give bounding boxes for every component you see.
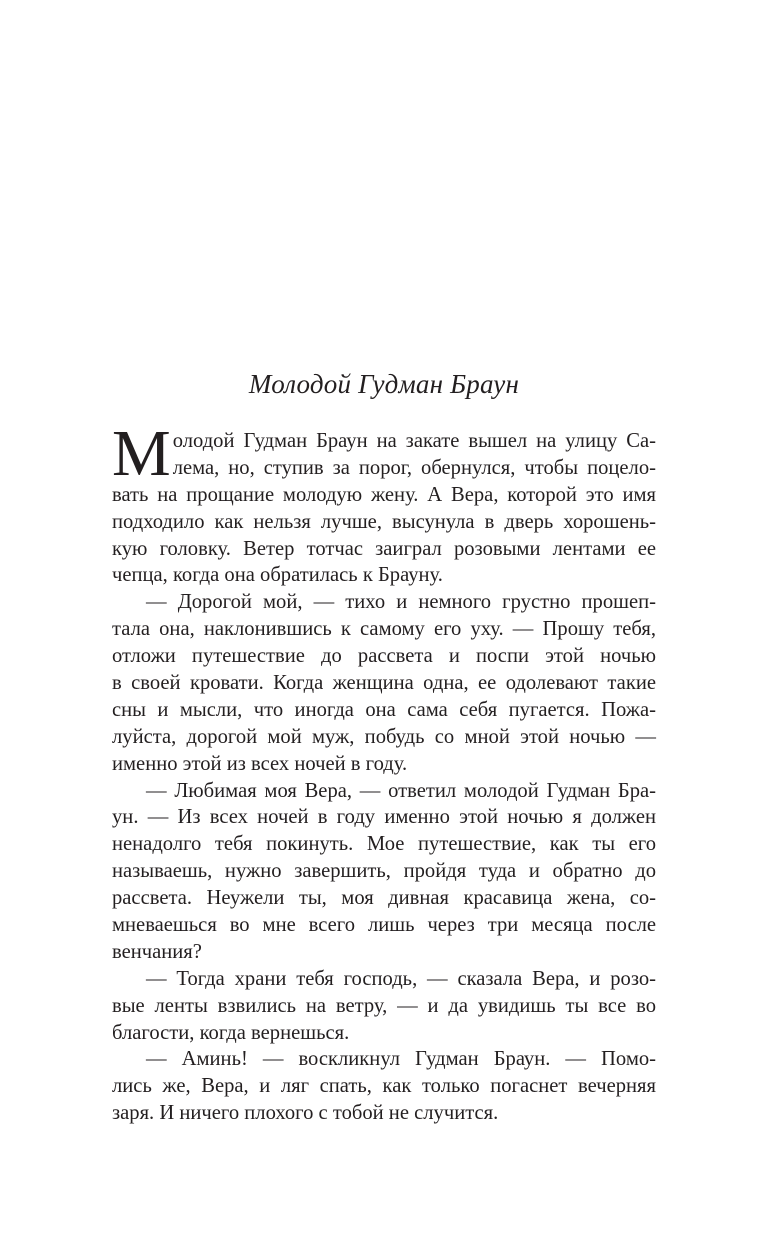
drop-cap: М [112, 417, 171, 490]
text-line: заря. И ничего плохого с тобой не случится. [112, 1102, 499, 1125]
body-text [112, 417, 656, 1127]
text-line: вые ленты взвились на ветру, — и да увидишь ты все во [112, 994, 656, 1017]
text-line: мневаешься во мне всего лишь через три месяца после [112, 914, 656, 937]
text-line: именно этой из всех ночей в году. [112, 752, 408, 775]
text-line: луйста, дорогой мой муж, побудь со мной этой ночью — [112, 725, 656, 748]
text-line: в своей кровати. Когда женщина одна, ее одолевают такие [112, 672, 656, 695]
text-line: олодой Гудман Браун на закате вышел на улицу Са- [172, 430, 656, 452]
text-line: лема, но, ступив за порог, обернулся, чтобы поцело- [172, 456, 656, 479]
text-line: рассвета. Неужели ты, моя дивная красавица жена, со- [112, 887, 656, 910]
text-line: кую головку. Ветер тотчас заиграл розовыми лентами ее [112, 537, 656, 560]
text-line: вать на прощание молодую жену. А Вера, которой это имя [112, 483, 656, 506]
text-line: — Дорогой мой, — тихо и немного грустно прошеп- [146, 591, 656, 614]
text-line: ненадолго тебя покинуть. Мое путешествие, как ты его [112, 833, 656, 856]
text-line: ун. — Из всех ночей в году именно этой ночью я должен [112, 806, 656, 829]
text-line: подходило как нельзя лучше, высунула в дверь хорошень- [112, 510, 656, 533]
text-line: — Тогда храни тебя господь, — сказала Вера, и розо- [146, 967, 656, 990]
text-line: тала она, наклонившись к самому его уху. — Прошу тебя, [112, 618, 656, 641]
text-line: — Аминь! — воскликнул Гудман Браун. — Помо- [146, 1048, 656, 1071]
chapter-title: Молодой Гудман Браун [248, 369, 520, 399]
text-line: благости, когда вернешься. [112, 1021, 350, 1044]
text-line: чепца, когда она обратилась к Брауну. [112, 564, 443, 587]
text-line: — Любимая моя Вера, — ответил молодой Гудман Бра- [146, 779, 656, 802]
text-line: отложи путешествие до рассвета и поспи этой ночью [112, 645, 656, 668]
text-line: лись же, Вера, и ляг спать, как только погаснет вечерняя [112, 1075, 656, 1098]
text-line: сны и мысли, что иногда она сама себя пугается. Пожа- [112, 698, 656, 721]
text-line: называешь, нужно завершить, пройдя туда и обратно до [112, 860, 656, 883]
text-line: венчания? [112, 940, 202, 963]
